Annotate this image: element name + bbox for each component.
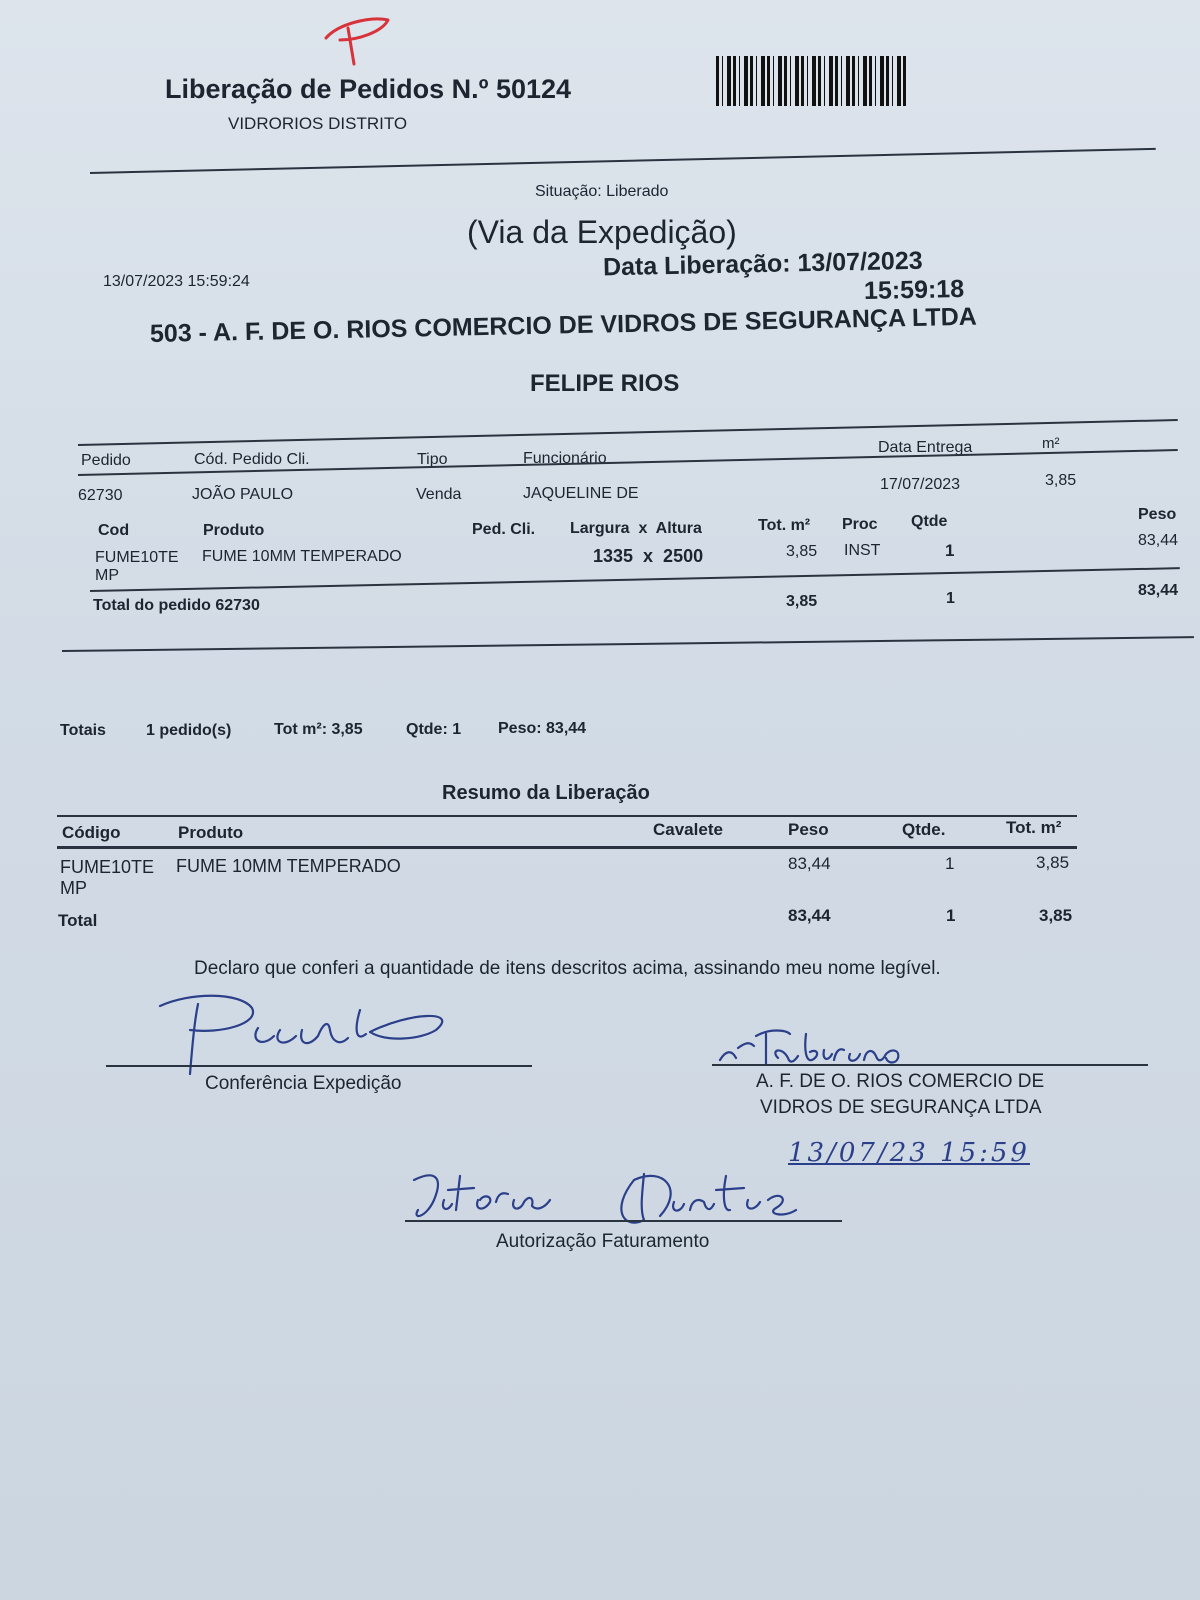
expedicao-label: Conferência Expedição bbox=[205, 1073, 402, 1094]
item-cod-line2: MP bbox=[95, 567, 119, 584]
item-header-tot-m2: Tot. m² bbox=[758, 517, 811, 534]
document-title: Liberação de Pedidos N.º 50124 bbox=[165, 74, 572, 104]
item-peso: 83,44 bbox=[1138, 532, 1179, 549]
order-bottom-rule bbox=[62, 636, 1194, 652]
item-header-ped-cli: Ped. Cli. bbox=[472, 521, 536, 538]
order-funcionario-value: JAQUELINE DE bbox=[523, 485, 639, 502]
handwritten-date: 13/07/23 15:59 bbox=[788, 1138, 1030, 1168]
summary-total-label: Total bbox=[58, 911, 98, 930]
item-proc: INST bbox=[844, 542, 881, 559]
signature-expedicao bbox=[150, 990, 460, 1080]
order-pedido-value: 62730 bbox=[78, 487, 123, 504]
header-divider bbox=[90, 148, 1156, 174]
totals-qtde: Qtde: 1 bbox=[406, 721, 462, 738]
item-header-peso: Peso bbox=[1138, 506, 1177, 523]
order-top-rule bbox=[78, 419, 1178, 445]
order-total-rule bbox=[90, 567, 1180, 591]
summary-title: Resumo da Liberação bbox=[442, 782, 650, 804]
summary-total-qtde: 1 bbox=[946, 906, 956, 925]
order-total-qtde: 1 bbox=[946, 590, 955, 607]
order-tipo-value: Venda bbox=[416, 486, 462, 503]
summary-header-codigo: Código bbox=[62, 823, 121, 842]
order-total-label: Total do pedido 62730 bbox=[93, 597, 260, 614]
signature-line-faturamento bbox=[405, 1220, 842, 1222]
summary-top-rule bbox=[57, 815, 1077, 817]
summary-codigo-line2: MP bbox=[60, 878, 87, 898]
summary-header-qtde: Qtde. bbox=[902, 820, 946, 839]
order-total-m2: 3,85 bbox=[786, 593, 818, 610]
copy-label: (Via da Expedição) bbox=[467, 214, 737, 250]
item-header-produto: Produto bbox=[203, 522, 265, 539]
summary-peso: 83,44 bbox=[788, 854, 831, 873]
item-dims: 1335 x 2500 bbox=[593, 546, 704, 566]
item-header-cod: Cod bbox=[98, 522, 130, 539]
summary-produto: FUME 10MM TEMPERADO bbox=[176, 856, 401, 876]
release-date: Data Liberação: 13/07/2023 bbox=[602, 246, 923, 282]
order-header-data-entrega: Data Entrega bbox=[878, 439, 973, 456]
totals-tot-m2: Tot m²: 3,85 bbox=[274, 721, 363, 738]
summary-header-peso: Peso bbox=[788, 820, 829, 839]
company-signature-line1: A. F. DE O. RIOS COMERCIO DE bbox=[756, 1071, 1045, 1092]
summary-qtde: 1 bbox=[945, 854, 955, 873]
summary-total-tot-m2: 3,85 bbox=[1039, 906, 1073, 925]
faturamento-label: Autorização Faturamento bbox=[496, 1231, 710, 1252]
print-datetime: 13/07/2023 15:59:24 bbox=[103, 273, 250, 290]
order-header-funcionario: Funcionário bbox=[523, 450, 607, 467]
totals-label: Totais bbox=[60, 722, 106, 739]
item-header-dims: Largura x Altura bbox=[570, 520, 702, 537]
signature-line-expedicao bbox=[106, 1065, 532, 1067]
summary-header-produto: Produto bbox=[178, 823, 244, 842]
item-produto: FUME 10MM TEMPERADO bbox=[202, 548, 402, 565]
item-tot-m2: 3,85 bbox=[786, 543, 818, 560]
branch-name: VIDRORIOS DISTRITO bbox=[228, 114, 408, 133]
totals-pedidos: 1 pedido(s) bbox=[146, 722, 232, 739]
order-data-entrega-value: 17/07/2023 bbox=[880, 476, 961, 493]
order-header-tipo: Tipo bbox=[417, 451, 448, 468]
item-qtde: 1 bbox=[945, 541, 955, 560]
order-header-m2: m² bbox=[1042, 435, 1060, 452]
signature-company bbox=[716, 1020, 916, 1070]
order-header-cod-cli: Cód. Pedido Cli. bbox=[194, 451, 310, 468]
summary-header-rule bbox=[57, 846, 1077, 849]
contact-name: FELIPE RIOS bbox=[530, 370, 680, 397]
status-text: Situação: Liberado bbox=[535, 183, 669, 200]
summary-header-tot-m2: Tot. m² bbox=[1006, 818, 1062, 837]
declaration-text: Declaro que conferi a quantidade de itens descritos acima, assinando meu nome legível. bbox=[194, 958, 941, 979]
item-cod-line1: FUME10TE bbox=[95, 549, 179, 566]
summary-total-peso: 83,44 bbox=[788, 906, 831, 925]
barcode bbox=[716, 56, 906, 106]
summary-tot-m2: 3,85 bbox=[1036, 853, 1070, 872]
handwritten-p-mark bbox=[318, 10, 398, 70]
signature-line-company bbox=[712, 1064, 1148, 1066]
order-cod-cli-value: JOÃO PAULO bbox=[192, 486, 294, 503]
summary-codigo-line1: FUME10TE bbox=[60, 857, 155, 877]
order-header-pedido: Pedido bbox=[81, 452, 131, 469]
customer-name: 503 - A. F. DE O. RIOS COMERCIO DE VIDROS DE SEGURANÇA LTDA bbox=[149, 302, 978, 348]
totals-peso: Peso: 83,44 bbox=[498, 720, 587, 737]
order-m2-value: 3,85 bbox=[1045, 472, 1077, 489]
summary-header-cavalete: Cavalete bbox=[653, 820, 723, 839]
item-header-proc: Proc bbox=[842, 516, 878, 533]
item-header-qtde: Qtde bbox=[911, 513, 948, 530]
order-total-peso: 83,44 bbox=[1138, 582, 1179, 599]
release-time: 15:59:18 bbox=[863, 274, 965, 306]
company-signature-line2: VIDROS DE SEGURANÇA LTDA bbox=[760, 1097, 1042, 1118]
